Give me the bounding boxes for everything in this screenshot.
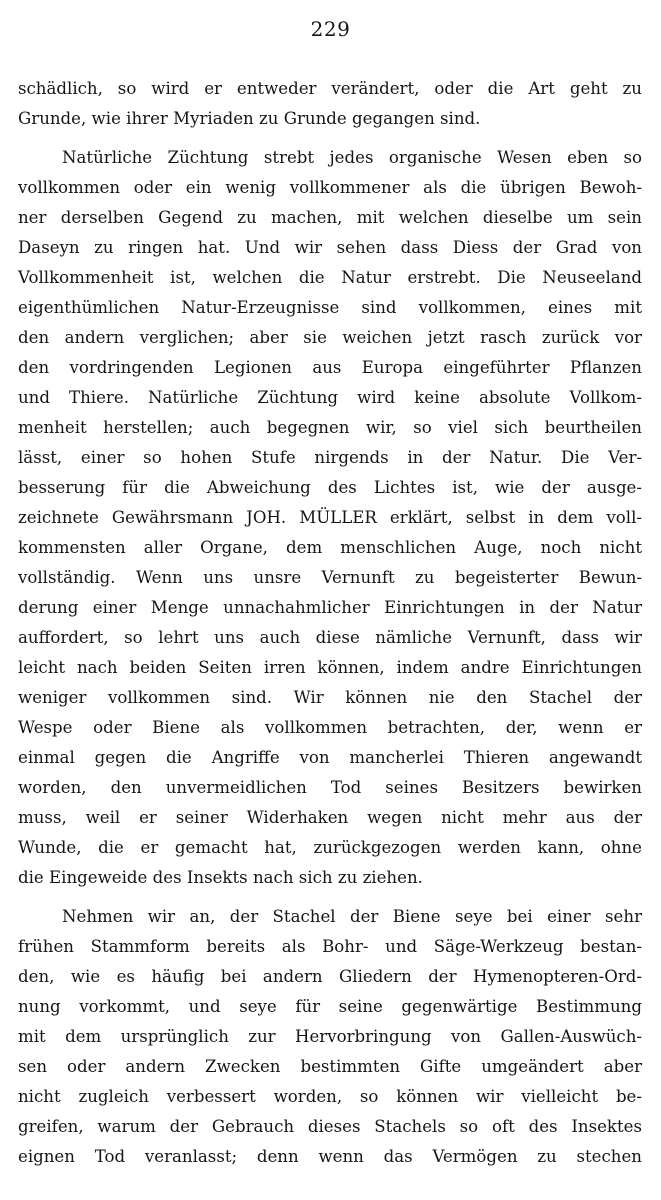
- text-line: Vollkommenheit ist, welchen die Natur erstrebt. Die Neuseeland: [18, 268, 642, 287]
- text-line: Wespe oder Biene als vollkommen betrachten, der, wenn er: [18, 718, 642, 737]
- body-text: [18, 74, 642, 1172]
- text-line: nung vorkommt, und seye für seine gegenwärtige Bestimmung: [18, 997, 642, 1016]
- text-line: frühen Stammform bereits als Bohr- und Säge-Werkzeug bestan-: [18, 937, 642, 956]
- text-line: und Thiere. Natürliche Züchtung wird keine absolute Vollkom-: [18, 388, 642, 407]
- text-line: kommensten aller Organe, dem menschlichen Auge, noch nicht: [18, 538, 642, 557]
- text-line: mit dem ursprünglich zur Hervorbringung von Gallen-Auswüch-: [18, 1027, 642, 1046]
- text-line: menheit herstellen; auch begegnen wir, so viel sich beurtheilen: [18, 418, 642, 437]
- text-line: die Eingeweide des Insekts nach sich zu ziehen.: [18, 868, 423, 887]
- text-line: sen oder andern Zwecken bestimmten Gifte umgeändert aber: [18, 1057, 642, 1076]
- text-line: ner derselben Gegend zu machen, mit welchen dieselbe um sein: [18, 208, 642, 227]
- text-line: Grunde, wie ihrer Myriaden zu Grunde gegangen sind.: [18, 109, 481, 128]
- text-line: lässt, einer so hohen Stufe nirgends in der Natur. Die Ver-: [18, 448, 642, 467]
- text-line: schädlich, so wird er entweder verändert, oder die Art geht zu: [18, 79, 642, 98]
- text-line: greifen, warum der Gebrauch dieses Stachels so oft des Insektes: [18, 1117, 642, 1136]
- text-line: Nehmen wir an, der Stachel der Biene seye bei einer sehr: [62, 907, 642, 926]
- text-line: besserung für die Abweichung des Lichtes ist, wie der ausge-: [18, 478, 642, 497]
- text-line: Daseyn zu ringen hat. Und wir sehen dass Diess der Grad von: [18, 238, 642, 257]
- text-line: Wunde, die er gemacht hat, zurückgezogen werden kann, ohne: [18, 838, 642, 857]
- text-line: zeichnete Gewährsmann JOH. MÜLLER erklärt, selbst in dem voll-: [18, 508, 642, 527]
- text-line: derung einer Menge unnachahmlicher Einrichtungen in der Natur: [18, 598, 642, 617]
- text-line: vollständig. Wenn uns unsre Vernunft zu begeisterter Bewun-: [18, 568, 642, 587]
- text-line: vollkommen oder ein wenig vollkommener als die übrigen Bewoh-: [18, 178, 642, 197]
- text-line: weniger vollkommen sind. Wir können nie den Stachel der: [18, 688, 642, 707]
- text-line: eigenthümlichen Natur-Erzeugnisse sind vollkommen, eines mit: [18, 298, 642, 317]
- text-line: einmal gegen die Angriffe von mancherlei Thieren angewandt: [18, 748, 642, 767]
- text-line: nicht zugleich verbessert worden, so können wir vielleicht be-: [18, 1087, 642, 1106]
- text-line: auffordert, so lehrt uns auch diese nämliche Vernunft, dass wir: [18, 628, 642, 647]
- text-line: eignen Tod veranlasst; denn wenn das Vermögen zu stechen: [18, 1147, 642, 1166]
- text-line: den vordringenden Legionen aus Europa eingeführter Pflanzen: [18, 358, 642, 377]
- text-line: muss, weil er seiner Widerhaken wegen nicht mehr aus der: [18, 808, 642, 827]
- text-line: den andern verglichen; aber sie weichen jetzt rasch zurück vor: [18, 328, 642, 347]
- text-line: worden, den unvermeidlichen Tod seines Besitzers bewirken: [18, 778, 642, 797]
- text-line: leicht nach beiden Seiten irren können, indem andre Einrichtungen: [18, 658, 642, 677]
- page-number: 229: [310, 17, 351, 41]
- text-line: Natürliche Züchtung strebt jedes organische Wesen eben so: [62, 148, 642, 167]
- text-line: den, wie es häufig bei andern Gliedern der Hymenopteren-Ord-: [18, 967, 642, 986]
